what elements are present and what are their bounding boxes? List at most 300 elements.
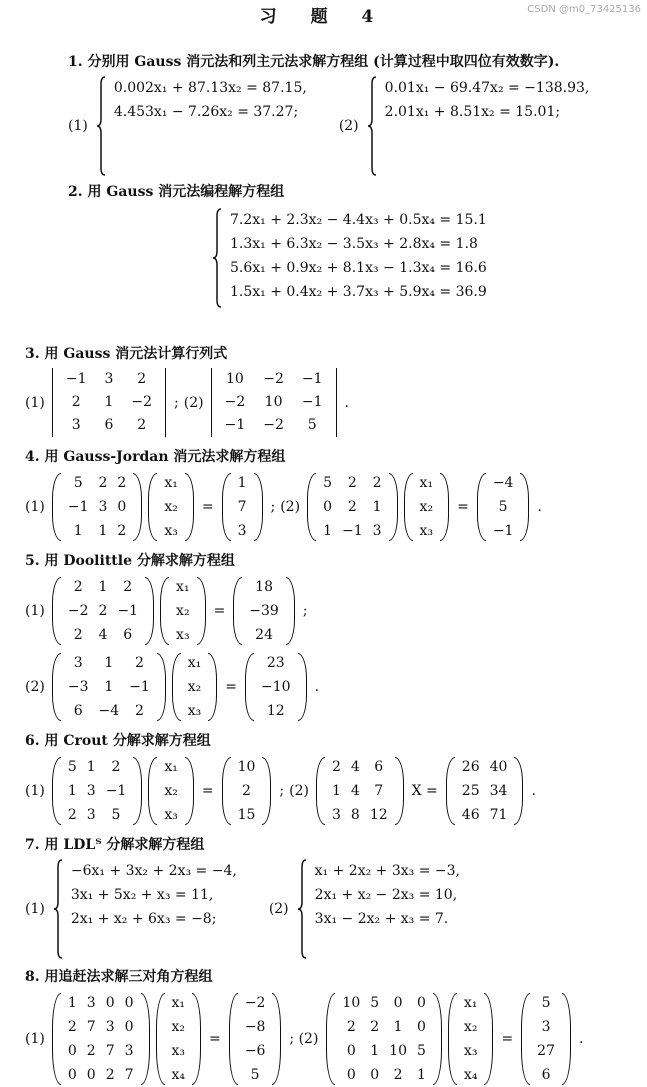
matrix — [52, 991, 150, 1087]
matrix-cell: 5 — [498, 499, 508, 515]
matrix-cell: 0 — [417, 1019, 426, 1035]
matrix-cell: 3 — [105, 1019, 115, 1035]
matrix-cell: x₁ — [176, 579, 190, 595]
part-label: (2) — [183, 394, 204, 411]
matrix-row — [167, 1063, 191, 1087]
matrix-row — [159, 495, 183, 519]
matrix-cell: 5 — [250, 1067, 260, 1083]
matrix-cell: 71 — [489, 807, 508, 823]
matrix-cell: 4 — [350, 783, 360, 799]
matrix — [404, 471, 450, 543]
matrix-row — [240, 991, 271, 1015]
matrix-cell: 7 — [237, 499, 247, 515]
matrix-row — [459, 991, 483, 1015]
matrix-cell: 3 — [331, 807, 341, 823]
matrix — [52, 575, 154, 647]
math-text: = — [213, 603, 226, 619]
math-text: ; — [302, 603, 308, 619]
matrix-cell: 3 — [372, 523, 382, 539]
matrix-row — [63, 651, 155, 675]
matrix-row — [63, 599, 143, 623]
matrix-cell: 3 — [73, 655, 83, 671]
problem-title: 7. 用 LDLᵀ 分解求解方程组 — [25, 837, 205, 853]
matrix-cell: 0 — [117, 499, 127, 515]
equation-lines — [230, 208, 487, 308]
matrix-table — [171, 575, 195, 647]
matrix-row — [488, 519, 519, 543]
equation-system — [297, 859, 460, 959]
matrix-row — [532, 1063, 560, 1087]
matrix-row — [159, 471, 183, 495]
matrix — [148, 471, 194, 543]
matrix-cell: −2 — [67, 603, 89, 619]
brace-path — [298, 860, 306, 958]
matrix-row — [159, 803, 183, 827]
matrix-cell: −6 — [244, 1043, 266, 1059]
left-brace-icon — [53, 859, 63, 959]
equation: 0.002x₁ + 87.13x₂ = 87.15, — [113, 80, 307, 96]
left-brace-icon — [96, 76, 106, 176]
matrix-cell: x₁ — [164, 475, 178, 491]
matrix-cell: −1 — [492, 523, 514, 539]
matrix-row — [159, 779, 183, 803]
part-label: (2) — [338, 118, 359, 134]
matrix-table — [233, 755, 261, 827]
matrix-cell: 8 — [350, 807, 360, 823]
matrix-cell: 3 — [86, 995, 96, 1011]
matrix-row — [318, 471, 386, 495]
matrix-table — [159, 755, 183, 827]
math-text: ; — [174, 394, 179, 411]
matrix-table — [244, 575, 284, 647]
matrix — [148, 755, 194, 827]
matrix-row — [63, 519, 131, 543]
matrix-row — [167, 991, 191, 1015]
problem-title: 2. 用 Gauss 消元法编程解方程组 — [68, 184, 285, 200]
math-text: . — [537, 499, 542, 515]
matrix-cell: x₂ — [463, 1019, 478, 1035]
problem-4 — [25, 447, 641, 543]
matrix-cell: 3 — [104, 371, 114, 387]
matrix-row — [233, 495, 252, 519]
matrix-cell: 1 — [67, 783, 77, 799]
equation-system — [53, 859, 237, 959]
matrix-row — [244, 623, 284, 647]
math-text: ; (2) — [289, 1031, 319, 1047]
matrix-row — [63, 699, 155, 723]
matrix-table — [415, 471, 439, 543]
matrix-cell: 10 — [264, 394, 283, 410]
problem-title: 6. 用 Crout 分解求解方程组 — [25, 733, 211, 749]
matrix-cell: −2 — [263, 371, 284, 387]
matrix-cell: 1 — [331, 783, 341, 799]
matrix-row — [63, 803, 131, 827]
matrix-row — [183, 675, 207, 699]
matrix-row — [256, 699, 296, 723]
matrix — [156, 991, 202, 1087]
matrix-cell: x₃ — [164, 807, 178, 823]
matrix-table — [337, 991, 431, 1087]
equation-lines — [385, 76, 590, 176]
matrix-table — [159, 471, 183, 543]
matrix-cell: 5 — [111, 807, 121, 823]
matrix-table — [318, 471, 386, 543]
matrix-cell: 0 — [346, 1067, 356, 1083]
matrix-row — [457, 803, 513, 827]
equation: 0.01x₁ − 69.47x₂ = −138.93, — [384, 80, 590, 96]
matrix-cell: x₄ — [171, 1067, 186, 1083]
matrix-cell: x₄ — [463, 1067, 478, 1083]
matrix-row — [171, 575, 195, 599]
matrix-cell: 3 — [86, 807, 96, 823]
problem-2 — [68, 182, 641, 308]
matrix-cell: x₂ — [164, 783, 178, 799]
matrix-cell: 15 — [237, 807, 256, 823]
matrix-cell: 2 — [73, 579, 83, 595]
matrix-row — [63, 755, 131, 779]
part-label: (2) — [25, 679, 45, 695]
matrix-cell: 10 — [226, 371, 244, 387]
math-line — [25, 755, 641, 827]
matrix-row — [167, 1039, 191, 1063]
matrix-table — [63, 991, 139, 1087]
matrix-cell: 1 — [73, 523, 83, 539]
problem-title: 8. 用追赶法求解三对角方程组 — [25, 969, 213, 985]
matrix-cell: 7 — [374, 783, 384, 799]
matrix-cell: 0 — [105, 995, 115, 1011]
matrix-cell: −1 — [105, 783, 127, 799]
matrix-cell: −1 — [301, 371, 323, 387]
matrix-table — [63, 471, 131, 543]
matrix-cell: −2 — [131, 394, 153, 410]
matrix — [222, 755, 272, 827]
matrix-cell: 0 — [124, 995, 134, 1011]
matrix-row — [57, 414, 161, 437]
matrix-cell: 1 — [370, 1043, 380, 1059]
equation-system — [96, 76, 307, 176]
problem-title: 3. 用 Gauss 消元法计算行列式 — [25, 346, 228, 362]
matrix-cell: 25 — [461, 783, 480, 799]
matrix — [316, 755, 404, 827]
matrix-row — [159, 519, 183, 543]
matrix-cell: 2 — [67, 1019, 77, 1035]
matrix-row — [216, 368, 332, 391]
matrix-table — [457, 755, 513, 827]
matrix-row — [532, 1039, 560, 1063]
equation: 2x₁ + x₂ − 2x₃ = 10, — [314, 887, 458, 903]
matrix-cell: 6 — [73, 703, 83, 719]
equation: 7.2x₁ + 2.3x₂ − 4.4x₃ + 0.5x₄ = 15.1 — [230, 212, 487, 228]
equation-lines — [71, 859, 237, 959]
matrix-cell: −1 — [301, 394, 323, 410]
matrix-cell: 0 — [393, 995, 403, 1011]
problem-title: 5. 用 Doolittle 分解求解方程组 — [25, 553, 235, 569]
problem-1 — [68, 52, 641, 176]
matrix-row — [244, 575, 284, 599]
math-text: = — [501, 1031, 514, 1047]
matrix-cell: 2 — [346, 1019, 356, 1035]
left-brace-icon — [212, 208, 222, 308]
matrix-row — [233, 471, 252, 495]
matrix-row — [233, 779, 261, 803]
matrix-cell: x₃ — [171, 1043, 186, 1059]
matrix-cell: 40 — [489, 759, 508, 775]
matrix-cell: x₁ — [187, 655, 202, 671]
matrix-cell: 2 — [123, 579, 133, 595]
matrix-table — [256, 651, 296, 723]
equation: 3x₁ − 2x₂ + x₃ = 7. — [314, 911, 449, 927]
matrix-cell: −1 — [67, 499, 89, 515]
matrix — [160, 575, 206, 647]
matrix-cell: 2 — [117, 523, 127, 539]
matrix-cell: 3 — [541, 1019, 551, 1035]
matrix-table — [167, 991, 191, 1087]
matrix-cell: 2 — [347, 499, 357, 515]
matrix-row — [216, 414, 332, 437]
matrix-cell: x₂ — [171, 1019, 186, 1035]
matrix-cell: 1 — [393, 1019, 403, 1035]
equation: 2.01x₁ + 8.51x₂ = 15.01; — [384, 104, 561, 120]
matrix-row — [240, 1039, 271, 1063]
problem-8 — [25, 967, 641, 1087]
matrix-row — [216, 391, 332, 414]
matrix-cell: 1 — [323, 523, 332, 539]
matrix — [446, 755, 524, 827]
matrix-row — [63, 471, 131, 495]
matrix — [52, 755, 142, 827]
math-text: . — [531, 783, 536, 799]
matrix-cell: 3 — [237, 523, 247, 539]
matrix-cell: 6 — [541, 1067, 551, 1083]
matrix-row — [459, 1039, 483, 1063]
matrix-cell: −1 — [65, 371, 87, 387]
matrix-row — [63, 1015, 139, 1039]
matrix-cell: x₂ — [176, 603, 190, 619]
math-text: X = — [411, 783, 438, 799]
matrix-row — [415, 495, 439, 519]
matrix-row — [63, 779, 131, 803]
matrix-row — [318, 519, 386, 543]
matrix-cell: 2 — [98, 475, 108, 491]
matrix — [229, 991, 282, 1087]
matrix-cell: −3 — [67, 679, 89, 695]
matrix-table — [183, 651, 207, 723]
matrix-cell: 2 — [134, 655, 144, 671]
problem-7 — [25, 835, 641, 959]
matrix-row — [337, 1015, 431, 1039]
matrix-row — [457, 755, 513, 779]
matrix-cell: 7 — [124, 1067, 134, 1083]
left-brace-icon — [367, 76, 377, 176]
matrix-cell: 2 — [117, 475, 127, 491]
matrix-cell: 10 — [389, 1043, 407, 1059]
matrix-cell: 4 — [350, 759, 360, 775]
brace-path — [54, 860, 62, 958]
matrix-cell: 12 — [266, 703, 285, 719]
brace-path — [213, 209, 221, 307]
brace-path — [97, 77, 105, 175]
problem-list — [0, 28, 647, 1087]
matrix-cell: −4 — [98, 703, 120, 719]
math-line — [68, 76, 641, 176]
math-text: = — [457, 499, 469, 515]
equation: 1.3x₁ + 6.3x₂ − 3.5x₃ + 2.8x₄ = 1.8 — [230, 236, 478, 252]
determinant — [52, 368, 166, 437]
equation: 3x₁ + 5x₂ + x₃ = 11, — [70, 887, 214, 903]
matrix-cell: 5 — [370, 995, 380, 1011]
matrix-cell: 24 — [255, 627, 273, 643]
part-label: (1) — [25, 394, 45, 411]
part-label: (1) — [25, 499, 45, 515]
matrix-cell: 1 — [417, 1067, 426, 1083]
matrix-cell: 0 — [370, 1067, 380, 1083]
matrix-row — [459, 1015, 483, 1039]
matrix-cell: 1 — [104, 679, 114, 695]
matrix-cell: 2 — [67, 807, 77, 823]
matrix-row — [256, 651, 296, 675]
math-text: = — [201, 499, 214, 515]
matrix-cell: x₂ — [187, 679, 202, 695]
matrix-cell: x₃ — [187, 703, 202, 719]
part-label: (1) — [25, 1031, 45, 1047]
matrix-cell: x₁ — [171, 995, 186, 1011]
matrix-cell: 2 — [137, 371, 147, 387]
matrix-row — [415, 519, 439, 543]
problem-3 — [25, 344, 641, 437]
matrix-cell: 0 — [323, 499, 332, 515]
matrix-cell: −10 — [261, 679, 291, 695]
matrix-cell: 5 — [73, 475, 83, 491]
matrix-cell: 0 — [67, 1067, 77, 1083]
matrix-row — [488, 471, 519, 495]
matrix-cell: x₂ — [164, 499, 178, 515]
matrix-table — [233, 471, 252, 543]
matrix-cell: 46 — [461, 807, 480, 823]
matrix-cell: 2 — [372, 475, 382, 491]
matrix-cell: 4 — [98, 627, 108, 643]
matrix-table — [57, 368, 161, 437]
matrix-cell: x₁ — [463, 995, 478, 1011]
matrix-table — [216, 368, 332, 437]
matrix-cell: 3 — [71, 417, 81, 433]
matrix-row — [159, 755, 183, 779]
equation-system — [212, 208, 487, 308]
matrix-table — [532, 991, 560, 1087]
matrix-row — [415, 471, 439, 495]
watermark: CSDN @m0_73425136 — [527, 4, 641, 15]
matrix-cell: 5 — [307, 417, 317, 433]
matrix-cell: −2 — [244, 995, 266, 1011]
matrix-cell: 2 — [331, 759, 341, 775]
matrix — [52, 471, 142, 543]
matrix-row — [233, 803, 261, 827]
matrix-cell: 6 — [123, 627, 133, 643]
equation: −6x₁ + 3x₂ + 2x₃ = −4, — [70, 863, 237, 879]
matrix-cell: −39 — [249, 603, 279, 619]
math-text: . — [344, 394, 349, 411]
math-line — [25, 575, 641, 647]
matrix-cell: 5 — [67, 759, 77, 775]
matrix-row — [488, 495, 519, 519]
matrix-cell: 7 — [86, 1019, 96, 1035]
matrix-row — [327, 803, 393, 827]
matrix-cell: −2 — [263, 417, 284, 433]
matrix-cell: 2 — [393, 1067, 403, 1083]
part-label: (2) — [280, 499, 301, 515]
equation: 4.453x₁ − 7.26x₂ = 37.27; — [113, 104, 299, 120]
matrix-cell: 26 — [461, 759, 480, 775]
matrix-row — [318, 495, 386, 519]
problem-title: 1. 分别用 Gauss 消元法和列主元法求解方程组 (计算过程中取四位有效数字). — [68, 54, 560, 70]
matrix-cell: 3 — [86, 783, 96, 799]
matrix — [326, 991, 442, 1087]
matrix-table — [488, 471, 519, 543]
matrix-cell: 5 — [541, 995, 551, 1011]
math-line — [25, 471, 641, 543]
matrix — [521, 991, 571, 1087]
matrix-cell: x₂ — [419, 499, 434, 515]
matrix-cell: 10 — [237, 759, 256, 775]
part-label: (1) — [25, 783, 45, 799]
matrix-cell: 3 — [98, 499, 108, 515]
matrix-cell: 2 — [137, 417, 147, 433]
matrix — [222, 471, 263, 543]
matrix-row — [63, 991, 139, 1015]
problem-5 — [25, 551, 641, 723]
matrix-row — [337, 991, 431, 1015]
matrix-cell: x₁ — [164, 759, 178, 775]
equation-lines — [114, 76, 307, 176]
matrix-cell: x₃ — [176, 627, 190, 643]
matrix-cell: 1 — [86, 759, 96, 775]
matrix-table — [63, 755, 131, 827]
matrix-row — [337, 1063, 431, 1087]
math-line — [208, 208, 641, 308]
matrix-cell: 10 — [342, 995, 361, 1011]
part-label: (1) — [25, 603, 45, 619]
math-line — [25, 651, 641, 723]
matrix-cell: 7 — [105, 1043, 115, 1059]
matrix-table — [63, 651, 155, 723]
matrix-row — [337, 1039, 431, 1063]
matrix-cell: 6 — [104, 417, 114, 433]
matrix-row — [171, 599, 195, 623]
math-text: = — [209, 1031, 221, 1047]
matrix-row — [244, 599, 284, 623]
math-text: = — [225, 679, 238, 695]
matrix-row — [532, 1015, 560, 1039]
problem-title: 4. 用 Gauss-Jordan 消元法求解方程组 — [25, 449, 286, 465]
brace-path — [368, 77, 376, 175]
math-text: ; — [270, 499, 276, 515]
math-text: ; — [279, 783, 285, 799]
matrix-cell: x₃ — [463, 1043, 478, 1059]
page-title: 习 题 4 — [259, 7, 388, 27]
matrix — [172, 651, 218, 723]
matrix-cell: 27 — [537, 1043, 555, 1059]
matrix-row — [63, 623, 143, 647]
matrix-row — [167, 1015, 191, 1039]
matrix — [52, 651, 166, 723]
matrix-row — [532, 991, 560, 1015]
matrix-cell: 1 — [98, 579, 108, 595]
matrix-cell: 0 — [86, 1067, 96, 1083]
math-text: . — [314, 679, 320, 695]
matrix — [448, 991, 494, 1087]
matrix-row — [459, 1063, 483, 1087]
matrix-cell: −1 — [117, 603, 139, 619]
matrix-cell: 1 — [237, 475, 247, 491]
